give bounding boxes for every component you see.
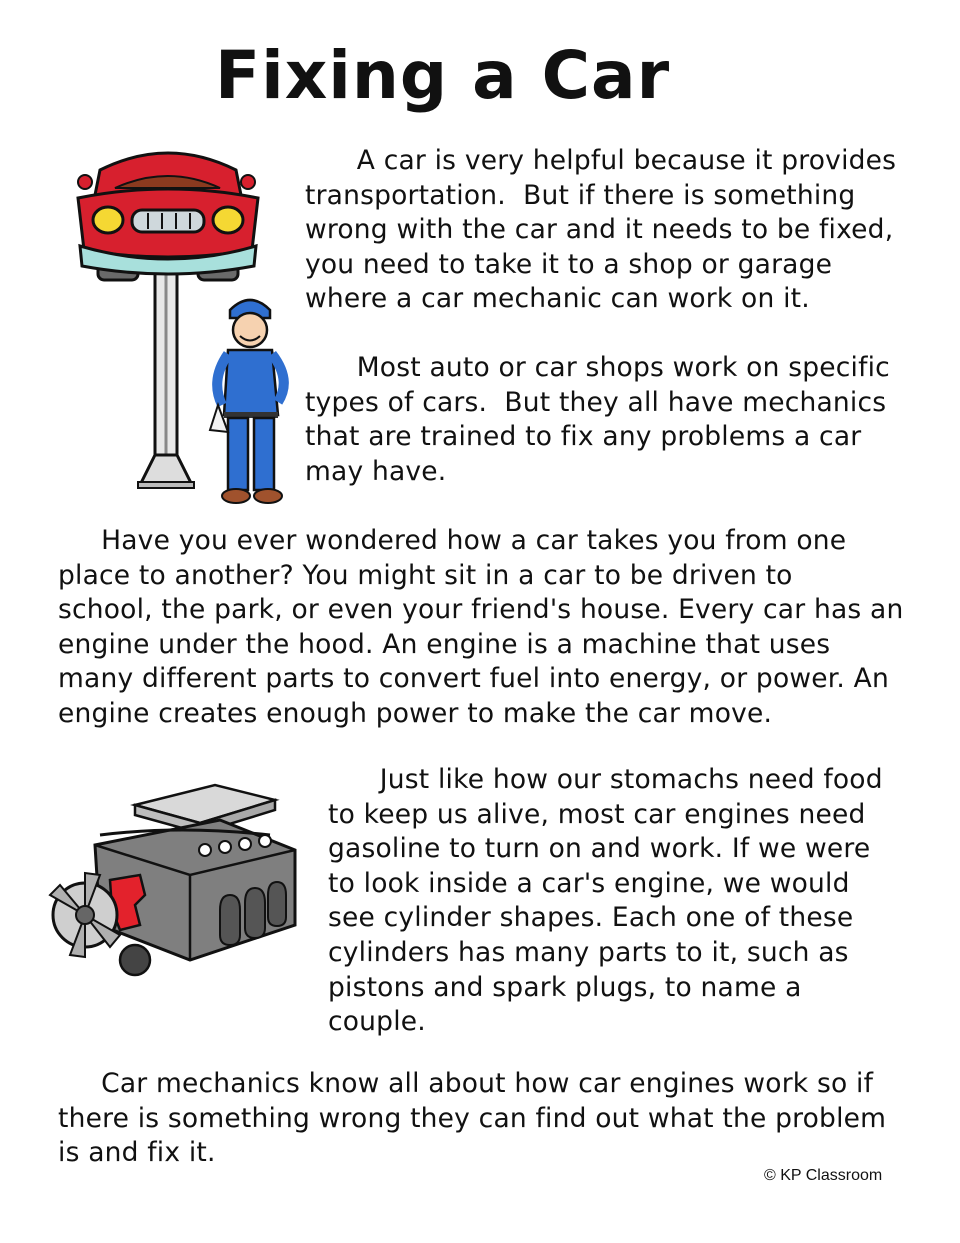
text-line: may have. <box>305 455 447 487</box>
text-line: engine under the hood. An engine is a machine that uses <box>58 628 831 660</box>
car-shops-paragraph <box>305 351 890 489</box>
text-line: types of cars. But they all have mechanics <box>305 386 887 418</box>
intro-paragraph <box>305 144 896 317</box>
red-car <box>78 153 258 280</box>
car-engine-icon <box>40 775 300 990</box>
car-on-lift-with-mechanic-icon <box>70 140 300 510</box>
text-line: see cylinder shapes. Each one of these <box>328 902 854 934</box>
text-line: school, the park, or even your friend's house. Every car has an <box>58 594 904 626</box>
engine-intro-paragraph <box>58 524 903 732</box>
car-lift <box>138 260 194 488</box>
text-line: engine creates enough power to make the car move. <box>58 697 773 729</box>
text-line: Just like how our stomachs need food <box>328 764 883 795</box>
gasoline-paragraph <box>328 763 883 1040</box>
text-line: Most auto or car shops work on specific <box>305 352 890 383</box>
text-line: where a car mechanic can work on it. <box>305 283 810 315</box>
conclusion-paragraph <box>58 1067 886 1171</box>
page-title: Fixing a Car <box>215 37 671 114</box>
text-line: to look inside a car's engine, we would <box>328 867 850 899</box>
text-line: many different parts to convert fuel into energy, or power. An <box>58 663 889 695</box>
text-line: pistons and spark plugs, to name a <box>328 971 802 1003</box>
text-line: you need to take it to a shop or garage <box>305 248 833 280</box>
text-line: is and fix it. <box>58 1137 216 1169</box>
text-line: to keep us alive, most car engines need <box>328 798 866 830</box>
text-line: gasoline to turn on and work. If we were <box>328 833 871 865</box>
text-line: Car mechanics know all about how car engines work so if <box>58 1068 874 1099</box>
text-line: place to another? You might sit in a car to be driven to <box>58 559 793 591</box>
mechanic <box>210 300 284 503</box>
text-line: wrong with the car and it needs to be fixed, <box>305 214 894 246</box>
text-line: transportation. But if there is something <box>305 179 856 211</box>
text-line: that are trained to fix any problems a car <box>305 421 862 453</box>
text-line: Have you ever wondered how a car takes you from one <box>58 525 847 556</box>
text-line: cylinders has many parts to it, such as <box>328 936 849 968</box>
text-line: there is something wrong they can find out what the problem <box>58 1102 887 1134</box>
text-line: A car is very helpful because it provides <box>305 145 897 176</box>
copyright-notice: © KP Classroom <box>764 1167 883 1184</box>
text-line: couple. <box>328 1006 426 1038</box>
